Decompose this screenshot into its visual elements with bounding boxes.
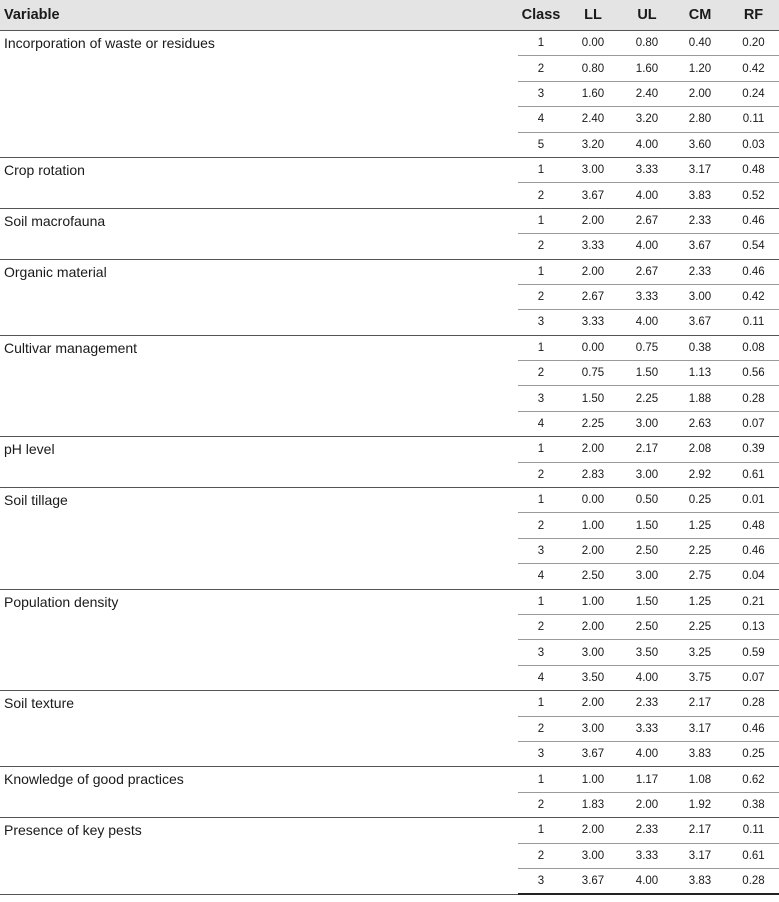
ul-cell: 4.00 xyxy=(622,868,672,894)
variable-name: Organic material xyxy=(0,259,518,335)
class-cell: 2 xyxy=(518,234,564,259)
header-ll: LL xyxy=(564,0,622,31)
cm-cell: 2.80 xyxy=(672,107,728,132)
ul-cell: 2.33 xyxy=(622,691,672,716)
rf-cell: 0.07 xyxy=(728,411,779,436)
class-cell: 3 xyxy=(518,741,564,766)
rf-cell: 0.38 xyxy=(728,792,779,817)
ll-cell: 2.50 xyxy=(564,564,622,589)
table-row xyxy=(0,818,779,843)
ul-cell: 1.17 xyxy=(622,767,672,792)
cm-cell: 1.08 xyxy=(672,767,728,792)
cm-cell: 3.83 xyxy=(672,868,728,894)
rf-cell: 0.42 xyxy=(728,56,779,81)
cm-cell: 2.00 xyxy=(672,81,728,106)
cm-cell: 1.92 xyxy=(672,792,728,817)
variable-name: Soil texture xyxy=(0,691,518,767)
cm-cell: 2.33 xyxy=(672,208,728,233)
rf-cell: 0.28 xyxy=(728,691,779,716)
class-cell: 4 xyxy=(518,665,564,690)
class-cell: 1 xyxy=(518,437,564,462)
variable-name: Soil macrofauna xyxy=(0,208,518,259)
class-cell: 1 xyxy=(518,335,564,360)
variable-name: Soil tillage xyxy=(0,488,518,590)
cm-cell: 2.63 xyxy=(672,411,728,436)
class-cell: 1 xyxy=(518,157,564,182)
class-cell: 3 xyxy=(518,386,564,411)
class-cell: 2 xyxy=(518,284,564,309)
cm-cell: 2.25 xyxy=(672,614,728,639)
ll-cell: 3.67 xyxy=(564,868,622,894)
ll-cell: 1.60 xyxy=(564,81,622,106)
cm-cell: 2.25 xyxy=(672,538,728,563)
table-row xyxy=(0,488,779,513)
rf-cell: 0.24 xyxy=(728,81,779,106)
cm-cell: 1.13 xyxy=(672,361,728,386)
ul-cell: 3.00 xyxy=(622,564,672,589)
table-row xyxy=(0,437,779,462)
variable-name: Population density xyxy=(0,589,518,691)
table-row xyxy=(0,259,779,284)
ul-cell: 3.33 xyxy=(622,716,672,741)
ll-cell: 2.00 xyxy=(564,818,622,843)
rf-cell: 0.61 xyxy=(728,843,779,868)
rf-cell: 0.46 xyxy=(728,208,779,233)
ul-cell: 3.20 xyxy=(622,107,672,132)
rf-cell: 0.48 xyxy=(728,157,779,182)
ul-cell: 0.80 xyxy=(635,37,659,50)
ul-cell: 2.50 xyxy=(622,614,672,639)
cm-cell: 1.20 xyxy=(672,56,728,81)
ul-cell: 3.00 xyxy=(622,411,672,436)
class-cell: 3 xyxy=(518,81,564,106)
ul-cell: 2.50 xyxy=(622,538,672,563)
class-cell: 1 xyxy=(518,259,564,284)
ll-cell: 3.33 xyxy=(564,310,622,335)
rf-cell: 0.13 xyxy=(728,614,779,639)
table-row xyxy=(0,335,779,360)
ul-cell: 4.00 xyxy=(622,741,672,766)
header-cm: CM xyxy=(672,0,728,31)
cm-cell: 3.75 xyxy=(672,665,728,690)
cm-cell: 3.83 xyxy=(672,741,728,766)
ll-cell: 2.40 xyxy=(564,107,622,132)
rf-cell: 0.61 xyxy=(728,462,779,487)
rf-cell: 0.20 xyxy=(742,37,765,50)
ll-cell: 3.00 xyxy=(564,716,622,741)
class-cell: 1 xyxy=(518,691,564,716)
variable-name: Presence of key pests xyxy=(0,818,518,895)
rf-cell: 0.39 xyxy=(728,437,779,462)
ll-cell: 1.00 xyxy=(564,513,622,538)
class-cell: 3 xyxy=(518,538,564,563)
ul-cell: 4.00 xyxy=(622,132,672,157)
class-cell: 1 xyxy=(518,589,564,614)
rf-cell: 0.62 xyxy=(728,767,779,792)
rf-cell: 0.11 xyxy=(728,310,779,335)
ul-cell: 4.00 xyxy=(622,310,672,335)
ll-cell: 3.00 xyxy=(564,843,622,868)
ll-cell: 2.00 xyxy=(564,208,622,233)
rf-cell: 0.01 xyxy=(728,488,779,513)
rf-cell: 0.03 xyxy=(728,132,779,157)
rf-cell: 0.25 xyxy=(728,741,779,766)
cm-cell: 3.00 xyxy=(672,284,728,309)
ll-cell: 2.67 xyxy=(564,284,622,309)
rf-cell: 0.46 xyxy=(728,538,779,563)
cm-cell: 3.83 xyxy=(672,183,728,208)
rf-cell: 0.59 xyxy=(728,640,779,665)
ul-cell: 3.33 xyxy=(622,157,672,182)
ll-cell: 0.00 xyxy=(564,488,622,513)
ul-cell: 3.33 xyxy=(622,843,672,868)
class-cell: 2 xyxy=(518,792,564,817)
ll-cell: 2.00 xyxy=(564,437,622,462)
cm-cell: 3.25 xyxy=(672,640,728,665)
ll-cell: 1.50 xyxy=(564,386,622,411)
class-cell: 1 xyxy=(518,818,564,843)
variable-name: Crop rotation xyxy=(0,157,518,208)
class-cell: 3 xyxy=(518,310,564,335)
cm-cell: 2.33 xyxy=(672,259,728,284)
cm-cell: 3.17 xyxy=(672,716,728,741)
ll-cell: 2.00 xyxy=(564,538,622,563)
ll-cell: 0.80 xyxy=(564,56,622,81)
rf-cell: 0.11 xyxy=(728,818,779,843)
class-cell: 4 xyxy=(518,411,564,436)
rf-cell: 0.28 xyxy=(728,868,779,894)
ul-cell: 3.00 xyxy=(622,462,672,487)
cm-cell: 3.67 xyxy=(672,310,728,335)
table-row xyxy=(0,691,779,716)
class-cell: 3 xyxy=(518,868,564,894)
class-cell: 2 xyxy=(518,614,564,639)
table-row xyxy=(0,157,779,182)
ul-cell: 2.33 xyxy=(622,818,672,843)
rf-cell: 0.04 xyxy=(728,564,779,589)
rf-cell: 0.07 xyxy=(728,665,779,690)
ll-cell: 0.00 xyxy=(581,37,605,50)
class-cell: 1 xyxy=(518,767,564,792)
cm-cell: 2.92 xyxy=(672,462,728,487)
class-cell: 2 xyxy=(518,843,564,868)
variable-name: pH level xyxy=(0,437,518,488)
ll-cell: 3.33 xyxy=(564,234,622,259)
table-header xyxy=(0,0,779,31)
table-row xyxy=(0,589,779,614)
ul-cell: 2.40 xyxy=(622,81,672,106)
cm-cell: 0.25 xyxy=(672,488,728,513)
header-ul: UL xyxy=(622,0,672,31)
header-rf: RF xyxy=(728,0,779,31)
variable-name: Incorporation of waste or residues xyxy=(0,31,518,158)
variable-name: Cultivar management xyxy=(0,335,518,437)
rf-cell: 0.56 xyxy=(728,361,779,386)
class-cell: 2 xyxy=(518,513,564,538)
ul-cell: 4.00 xyxy=(622,183,672,208)
table-row xyxy=(0,31,779,56)
ll-cell: 0.75 xyxy=(564,361,622,386)
table-row xyxy=(0,208,779,233)
cm-cell: 1.25 xyxy=(672,589,728,614)
class-cell: 3 xyxy=(518,640,564,665)
cm-cell: 0.40 xyxy=(688,37,712,50)
ul-cell: 3.50 xyxy=(622,640,672,665)
ul-cell: 2.17 xyxy=(622,437,672,462)
ul-cell: 2.00 xyxy=(622,792,672,817)
ul-cell: 1.50 xyxy=(622,513,672,538)
ll-cell: 3.00 xyxy=(564,640,622,665)
ul-cell: 4.00 xyxy=(622,234,672,259)
class-cell: 2 xyxy=(518,716,564,741)
rf-cell: 0.28 xyxy=(728,386,779,411)
cm-cell: 2.08 xyxy=(672,437,728,462)
ul-cell: 0.50 xyxy=(622,488,672,513)
ll-cell: 2.00 xyxy=(564,614,622,639)
header-class: Class xyxy=(518,0,564,31)
cm-cell: 0.38 xyxy=(672,335,728,360)
ll-cell: 3.50 xyxy=(564,665,622,690)
ul-cell: 4.00 xyxy=(622,665,672,690)
ul-cell: 0.75 xyxy=(622,335,672,360)
cm-cell: 3.17 xyxy=(672,157,728,182)
ll-cell: 0.00 xyxy=(564,335,622,360)
rf-cell: 0.46 xyxy=(728,716,779,741)
ul-cell: 3.33 xyxy=(622,284,672,309)
table-row xyxy=(0,767,779,792)
rf-cell: 0.52 xyxy=(728,183,779,208)
class-cell: 1 xyxy=(518,488,564,513)
class-cell: 2 xyxy=(518,56,564,81)
class-cell: 5 xyxy=(518,132,564,157)
ll-cell: 3.20 xyxy=(564,132,622,157)
header-variable: Variable xyxy=(0,0,518,31)
cm-cell: 3.67 xyxy=(672,234,728,259)
cm-cell: 1.88 xyxy=(672,386,728,411)
class-cell: 2 xyxy=(518,361,564,386)
ll-cell: 3.00 xyxy=(564,157,622,182)
ll-cell: 2.25 xyxy=(564,411,622,436)
class-cell: 2 xyxy=(518,462,564,487)
ul-cell: 2.67 xyxy=(622,259,672,284)
rf-cell: 0.11 xyxy=(728,107,779,132)
ll-cell: 2.00 xyxy=(564,691,622,716)
rf-cell: 0.54 xyxy=(728,234,779,259)
cm-cell: 3.17 xyxy=(672,843,728,868)
table-body xyxy=(0,31,779,895)
ll-cell: 1.83 xyxy=(564,792,622,817)
ul-cell: 1.60 xyxy=(622,56,672,81)
cm-cell: 1.25 xyxy=(672,513,728,538)
ll-cell: 2.83 xyxy=(564,462,622,487)
ll-cell: 2.00 xyxy=(564,259,622,284)
class-cell: 4 xyxy=(518,564,564,589)
ul-cell: 1.50 xyxy=(622,589,672,614)
ll-cell: 1.00 xyxy=(564,589,622,614)
rf-cell: 0.21 xyxy=(728,589,779,614)
cm-cell: 2.17 xyxy=(672,818,728,843)
cm-cell: 3.60 xyxy=(672,132,728,157)
ll-cell: 3.67 xyxy=(564,741,622,766)
cm-cell: 2.17 xyxy=(672,691,728,716)
ll-cell: 1.00 xyxy=(564,767,622,792)
class-cell: 2 xyxy=(518,183,564,208)
class-cell: 1 xyxy=(537,37,545,50)
rf-cell: 0.08 xyxy=(728,335,779,360)
rf-cell: 0.42 xyxy=(728,284,779,309)
class-cell: 1 xyxy=(518,208,564,233)
ll-cell: 3.67 xyxy=(564,183,622,208)
cm-cell: 2.75 xyxy=(672,564,728,589)
ul-cell: 2.25 xyxy=(622,386,672,411)
rf-cell: 0.46 xyxy=(728,259,779,284)
rf-cell: 0.48 xyxy=(728,513,779,538)
ul-cell: 1.50 xyxy=(622,361,672,386)
class-cell: 4 xyxy=(518,107,564,132)
variable-name: Knowledge of good practices xyxy=(0,767,518,818)
ul-cell: 2.67 xyxy=(622,208,672,233)
